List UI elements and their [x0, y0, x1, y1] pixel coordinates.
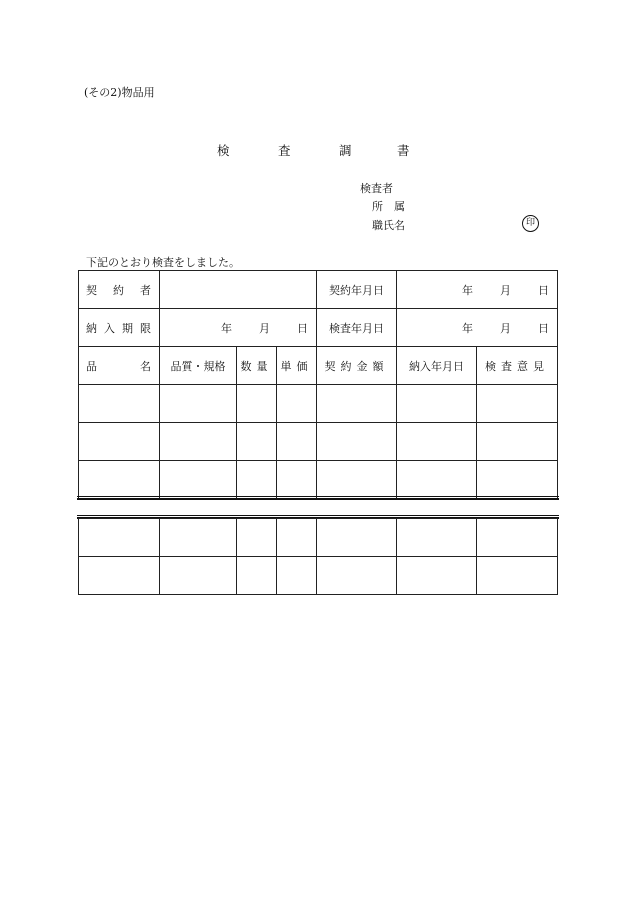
item-cell [277, 423, 317, 461]
inspection-date-label-cell [317, 309, 397, 347]
item-cell [79, 423, 160, 461]
item-cell [477, 461, 558, 499]
document-title [205, 141, 415, 157]
affiliation-label: 所 属 [372, 200, 405, 213]
inspection-table-lower [78, 518, 558, 595]
label-char: 期 [122, 321, 133, 335]
delivery-date-header [397, 347, 477, 385]
deadline-label-cell [79, 309, 160, 347]
item-cell [317, 557, 397, 595]
label-char: 名 [140, 359, 151, 373]
item-cell [397, 423, 477, 461]
item-cell [237, 385, 277, 423]
contractor-label-cell [79, 271, 160, 309]
item-cell [160, 423, 237, 461]
title-char: 検 [217, 143, 230, 158]
quality-spec-header [160, 347, 237, 385]
contractor-value-cell [160, 271, 317, 309]
title-char: 査 [278, 143, 291, 158]
header-row [79, 347, 558, 385]
title-char: 調 [339, 143, 352, 158]
contract-date-label: 契約年月日 [329, 283, 385, 297]
item-cell [317, 423, 397, 461]
year-unit: 年 [462, 283, 474, 297]
contract-row [79, 271, 558, 309]
label-char: 納 [86, 321, 97, 335]
inspection-opinion-label: 検査意見 [485, 359, 550, 373]
item-row [79, 461, 558, 499]
label-char: 入 [104, 321, 115, 335]
break-rule-top [77, 496, 559, 497]
intro-text: 下記のとおり検査をしました。 [86, 256, 240, 269]
quantity-label: 数量 [240, 359, 273, 373]
label-char: 契 [86, 283, 97, 297]
inspection-date-label: 検査年月日 [329, 321, 385, 335]
item-cell [477, 557, 558, 595]
inspection-date-value-cell [397, 309, 558, 347]
contract-date-value-cell [397, 271, 558, 309]
item-cell [79, 557, 160, 595]
label-char: 限 [140, 321, 151, 335]
year-unit: 年 [462, 321, 474, 335]
item-cell [237, 557, 277, 595]
item-cell [277, 385, 317, 423]
item-cell [237, 461, 277, 499]
day-unit: 日 [297, 321, 309, 335]
item-cell [477, 423, 558, 461]
inspection-opinion-header [477, 347, 558, 385]
unit-price-header [277, 347, 317, 385]
label-char: 約 [113, 283, 124, 297]
item-cell [397, 461, 477, 499]
inspection-table-upper [78, 270, 558, 499]
name-label: 職氏名 [372, 219, 405, 232]
item-cell [79, 461, 160, 499]
delivery-date-label: 納入年月日 [409, 359, 465, 373]
item-cell [397, 557, 477, 595]
item-cell [397, 385, 477, 423]
label-char: 者 [140, 283, 151, 297]
label-char: 品 [86, 359, 97, 373]
unit-price-label: 単価 [280, 359, 313, 373]
contract-amount-label: 契約金額 [324, 359, 389, 373]
quality-spec-label: 品質・規格 [170, 359, 226, 373]
item-row [79, 557, 558, 595]
quantity-header [237, 347, 277, 385]
item-cell [317, 461, 397, 499]
month-unit: 月 [500, 283, 512, 297]
item-cell [317, 519, 397, 557]
deadline-value-cell [160, 309, 317, 347]
item-cell [160, 557, 237, 595]
item-cell [237, 423, 277, 461]
item-cell [477, 519, 558, 557]
item-cell [277, 557, 317, 595]
contract-amount-header [317, 347, 397, 385]
item-cell [79, 385, 160, 423]
item-cell [477, 385, 558, 423]
item-row [79, 519, 558, 557]
item-cell [317, 385, 397, 423]
item-cell [160, 461, 237, 499]
deadline-row [79, 309, 558, 347]
seal-mark: 印 [522, 215, 539, 232]
month-unit: 月 [500, 321, 512, 335]
document-subtitle: (その2)物品用 [84, 86, 155, 99]
item-cell [160, 385, 237, 423]
item-row [79, 423, 558, 461]
item-cell [277, 519, 317, 557]
item-row [79, 385, 558, 423]
item-name-header [79, 347, 160, 385]
item-cell [277, 461, 317, 499]
inspector-label: 検査者 [360, 182, 393, 195]
contract-date-label-cell [317, 271, 397, 309]
title-char: 書 [397, 143, 410, 158]
break-rule-bottom [77, 515, 559, 516]
year-unit: 年 [221, 321, 233, 335]
day-unit: 日 [538, 283, 550, 297]
month-unit: 月 [259, 321, 271, 335]
item-cell [237, 519, 277, 557]
day-unit: 日 [538, 321, 550, 335]
item-cell [79, 519, 160, 557]
item-cell [160, 519, 237, 557]
item-cell [397, 519, 477, 557]
